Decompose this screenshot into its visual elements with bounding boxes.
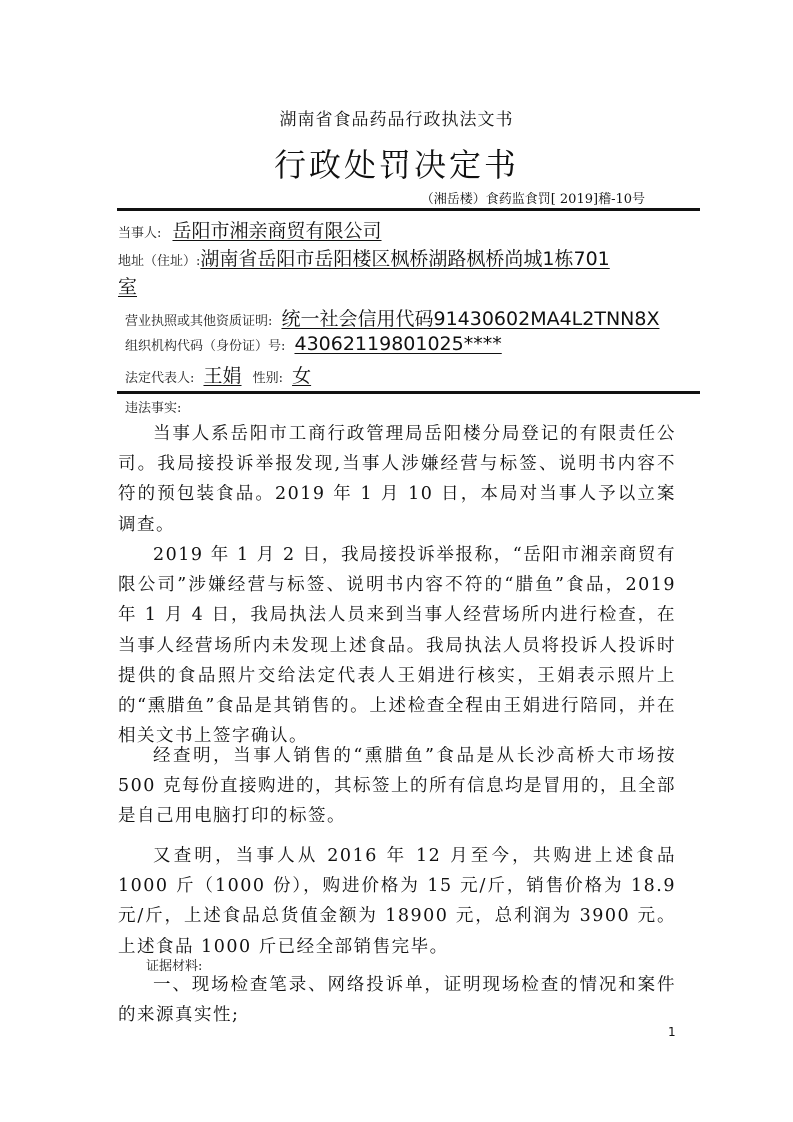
address-label: 地址（住址）: [118,254,201,269]
org-code-label: 组织机构代码（身份证）号: [125,339,286,354]
page-number: 1 [668,1025,676,1039]
bottom-divider [117,391,700,394]
party-name-row [118,216,382,243]
facts-paragraph-text: 经查明，当事人销售的“熏腊鱼”食品是从长沙高桥大市场按 500 克每份直接购进的，其标签上的所有信息均是冒用的，且全部是自己用电脑打印的标签。 [118,746,676,827]
facts-paragraph [118,841,676,962]
facts-paragraph-text: 2019 年 1 月 2 日，我局接投诉举报称，“岳阳市湘亲商贸有限公司”涉嫌经营与标签、说明书内容不符的“腊鱼”食品，2019 年 1 月 4 日，我局执法人员来到当事人经营场所内进行检查，在当事人经营场所内未发现上述食品。我局执法人员将投诉人投诉时提供的食品照片交给法定代表人王娟进行核实，王娟表示照片上的“熏腊鱼”食品是其销售的。上述检查全程由王娟进行陪同，并在相关文书上签字确认。 [118,545,676,747]
agency-heading: 湖南省食品药品行政执法文书 [279,110,514,130]
representative-row [125,361,323,388]
address-value-line2: 室 [118,276,138,298]
facts-paragraph-text: 又查明，当事人从 2016 年 12 月至今，共购进上述食品 1000 斤（1000 份），购进价格为 15 元/斤，销售价格为 18.9 元/斤，上述食品总货值金额为 18900 元，总利润为 3900 元。上述食品 1000 斤已经全部销售完毕。 [118,846,676,957]
gender-value: 女 [292,365,312,387]
evidence-heading: 证据材料: [146,959,203,974]
document-number: （湘岳楼）食药监食罚[ 2019]稽-10号 [420,192,645,207]
address-row [118,244,610,271]
party-name-label: 当事人: [118,226,162,241]
representative-value: 王娟 [203,365,242,387]
top-divider [117,208,700,211]
facts-paragraph-text: 当事人系岳阳市工商行政管理局岳阳楼分局登记的有限责任公司。我局接投诉举报发现,当事人涉嫌经营与标签、说明书内容不符的预包装食品。2019 年 1 月 10 日，本局对当事人予以立案调查。 [118,424,676,535]
facts-heading: 违法事实: [125,401,182,416]
facts-paragraph [118,540,676,751]
party-name-value: 岳阳市湘亲商贸有限公司 [172,220,382,242]
license-value: 统一社会信用代码91430602MA4L2TNN8X [281,308,660,330]
license-row [125,304,659,331]
address-value-line1: 湖南省岳阳市岳阳楼区枫桥湖路枫桥尚城1栋701 [200,248,610,270]
address-row-cont [118,272,137,299]
org-code-row [125,333,502,355]
gender-label: 性别: [252,371,283,386]
evidence-paragraph-text: 一、现场检查笔录、网络投诉单，证明现场检查的情况和案件的来源真实性; [118,975,676,1026]
document-title: 行政处罚决定书 [273,146,519,184]
license-label: 营业执照或其他资质证明: [125,314,273,329]
evidence-paragraph [118,970,676,1030]
org-code-value: 43062119801025**** [294,333,502,355]
facts-paragraph [118,419,676,540]
facts-paragraph [118,741,676,832]
representative-label: 法定代表人: [125,371,195,386]
